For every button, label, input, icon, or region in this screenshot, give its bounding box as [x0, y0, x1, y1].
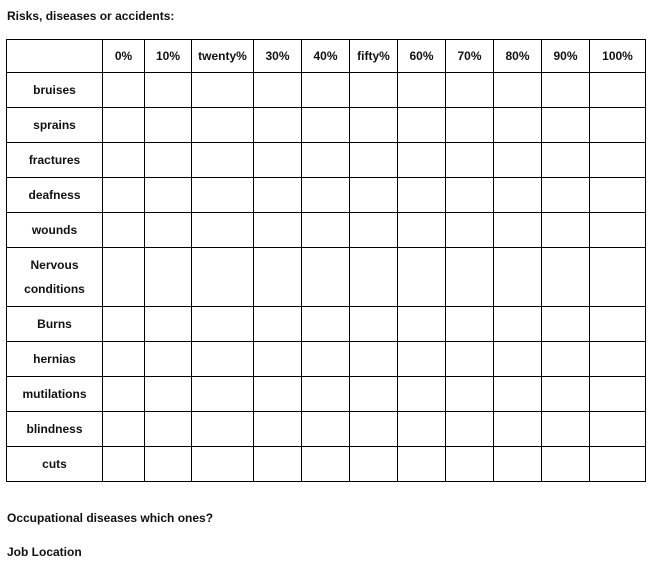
percentage-cell[interactable]: [398, 447, 446, 482]
percentage-cell[interactable]: [103, 213, 145, 248]
percentage-cell[interactable]: [254, 108, 302, 143]
percentage-cell[interactable]: [350, 178, 398, 213]
percentage-cell[interactable]: [350, 213, 398, 248]
header-row: [7, 40, 646, 73]
percentage-cell[interactable]: [398, 342, 446, 377]
table-row: [7, 307, 646, 342]
col-header: 30%: [254, 40, 302, 73]
percentage-cell[interactable]: [542, 412, 590, 447]
row-label: fractures: [7, 143, 103, 178]
percentage-cell[interactable]: [145, 213, 192, 248]
percentage-cell[interactable]: [302, 412, 350, 447]
row-label: wounds: [7, 213, 103, 248]
percentage-cell[interactable]: [446, 412, 494, 447]
percentage-cell[interactable]: [254, 377, 302, 412]
percentage-cell[interactable]: [590, 447, 646, 482]
col-header: 40%: [302, 40, 350, 73]
form-title: Risks, diseases or accidents:: [7, 9, 175, 23]
percentage-cell[interactable]: [542, 307, 590, 342]
percentage-cell[interactable]: [494, 178, 542, 213]
percentage-cell[interactable]: [350, 412, 398, 447]
percentage-cell[interactable]: [254, 447, 302, 482]
percentage-cell[interactable]: [494, 377, 542, 412]
table-row: [7, 248, 646, 307]
percentage-cell[interactable]: [254, 342, 302, 377]
col-header: 0%: [103, 40, 145, 73]
percentage-cell[interactable]: [494, 307, 542, 342]
percentage-cell[interactable]: [590, 307, 646, 342]
row-label: Burns: [7, 307, 103, 342]
percentage-cell[interactable]: [192, 377, 254, 412]
percentage-cell[interactable]: [302, 248, 350, 307]
percentage-cell[interactable]: [446, 342, 494, 377]
percentage-cell[interactable]: [590, 73, 646, 108]
col-header: 100%: [590, 40, 646, 73]
table-row: [7, 447, 646, 482]
occupational-diseases-label: Occupational diseases which ones?: [7, 511, 214, 525]
percentage-cell[interactable]: [590, 248, 646, 307]
percentage-cell[interactable]: [542, 248, 590, 307]
percentage-cell[interactable]: [590, 213, 646, 248]
row-label: cuts: [7, 447, 103, 482]
percentage-cell[interactable]: [254, 143, 302, 178]
percentage-cell[interactable]: [103, 342, 145, 377]
percentage-cell[interactable]: [398, 213, 446, 248]
table-row: [7, 178, 646, 213]
percentage-cell[interactable]: [494, 73, 542, 108]
row-label: Nervous conditions: [7, 248, 103, 307]
percentage-cell[interactable]: [145, 307, 192, 342]
percentage-cell[interactable]: [590, 342, 646, 377]
percentage-cell[interactable]: [494, 447, 542, 482]
row-label: mutilations: [7, 377, 103, 412]
percentage-cell[interactable]: [494, 108, 542, 143]
percentage-cell[interactable]: [103, 73, 145, 108]
percentage-cell[interactable]: [590, 412, 646, 447]
percentage-cell[interactable]: [254, 307, 302, 342]
percentage-cell[interactable]: [145, 73, 192, 108]
row-label: hernias: [7, 342, 103, 377]
percentage-cell[interactable]: [192, 213, 254, 248]
percentage-cell[interactable]: [494, 342, 542, 377]
col-header: fifty%: [350, 40, 398, 73]
percentage-cell[interactable]: [103, 307, 145, 342]
percentage-cell[interactable]: [398, 248, 446, 307]
percentage-cell[interactable]: [302, 178, 350, 213]
percentage-cell[interactable]: [145, 248, 192, 307]
percentage-cell[interactable]: [350, 73, 398, 108]
row-label: sprains: [7, 108, 103, 143]
percentage-cell[interactable]: [350, 143, 398, 178]
corner-cell: [7, 40, 103, 73]
percentage-cell[interactable]: [302, 213, 350, 248]
percentage-cell[interactable]: [398, 143, 446, 178]
percentage-cell[interactable]: [103, 412, 145, 447]
percentage-cell[interactable]: [494, 213, 542, 248]
col-header: 10%: [145, 40, 192, 73]
col-header: 70%: [446, 40, 494, 73]
percentage-cell[interactable]: [192, 108, 254, 143]
table-row: [7, 143, 646, 178]
percentage-cell[interactable]: [398, 307, 446, 342]
table-row: [7, 213, 646, 248]
percentage-cell[interactable]: [302, 447, 350, 482]
percentage-cell[interactable]: [542, 143, 590, 178]
percentage-cell[interactable]: [446, 248, 494, 307]
percentage-cell[interactable]: [145, 377, 192, 412]
percentage-cell[interactable]: [446, 377, 494, 412]
percentage-cell[interactable]: [542, 213, 590, 248]
percentage-cell[interactable]: [145, 342, 192, 377]
percentage-cell[interactable]: [350, 377, 398, 412]
percentage-cell[interactable]: [103, 447, 145, 482]
percentage-cell[interactable]: [145, 412, 192, 447]
percentage-cell[interactable]: [542, 342, 590, 377]
row-label: blindness: [7, 412, 103, 447]
percentage-cell[interactable]: [254, 248, 302, 307]
col-header: twenty%: [192, 40, 254, 73]
percentage-cell[interactable]: [494, 248, 542, 307]
percentage-cell[interactable]: [446, 213, 494, 248]
percentage-cell[interactable]: [145, 447, 192, 482]
percentage-cell[interactable]: [302, 377, 350, 412]
percentage-cell[interactable]: [590, 377, 646, 412]
row-label: bruises: [7, 73, 103, 108]
percentage-cell[interactable]: [103, 143, 145, 178]
percentage-cell[interactable]: [398, 108, 446, 143]
percentage-cell[interactable]: [192, 447, 254, 482]
percentage-cell[interactable]: [542, 178, 590, 213]
percentage-cell[interactable]: [542, 73, 590, 108]
percentage-cell[interactable]: [542, 108, 590, 143]
percentage-cell[interactable]: [302, 108, 350, 143]
percentage-cell[interactable]: [302, 342, 350, 377]
percentage-cell[interactable]: [302, 307, 350, 342]
table-row: [7, 73, 646, 108]
percentage-cell[interactable]: [494, 412, 542, 447]
percentage-cell[interactable]: [254, 73, 302, 108]
percentage-cell[interactable]: [590, 108, 646, 143]
percentage-cell[interactable]: [302, 143, 350, 178]
percentage-cell[interactable]: [192, 143, 254, 178]
percentage-cell[interactable]: [494, 143, 542, 178]
percentage-cell[interactable]: [192, 248, 254, 307]
percentage-cell[interactable]: [145, 143, 192, 178]
percentage-cell[interactable]: [590, 143, 646, 178]
table-row: [7, 342, 646, 377]
col-header: 80%: [494, 40, 542, 73]
percentage-cell[interactable]: [192, 342, 254, 377]
percentage-cell[interactable]: [350, 447, 398, 482]
percentage-cell[interactable]: [254, 412, 302, 447]
risk-percentage-table: [6, 39, 646, 482]
percentage-cell[interactable]: [192, 178, 254, 213]
percentage-cell[interactable]: [145, 178, 192, 213]
percentage-cell[interactable]: [103, 108, 145, 143]
percentage-cell[interactable]: [350, 108, 398, 143]
percentage-cell[interactable]: [103, 377, 145, 412]
percentage-cell[interactable]: [446, 178, 494, 213]
percentage-cell[interactable]: [590, 178, 646, 213]
percentage-cell[interactable]: [542, 377, 590, 412]
col-header: 90%: [542, 40, 590, 73]
table-row: [7, 412, 646, 447]
percentage-cell[interactable]: [192, 73, 254, 108]
percentage-cell[interactable]: [398, 73, 446, 108]
percentage-cell[interactable]: [254, 213, 302, 248]
percentage-cell[interactable]: [192, 412, 254, 447]
percentage-cell[interactable]: [398, 412, 446, 447]
row-label: deafness: [7, 178, 103, 213]
percentage-cell[interactable]: [446, 73, 494, 108]
table-row: [7, 377, 646, 412]
percentage-cell[interactable]: [350, 248, 398, 307]
percentage-cell[interactable]: [192, 307, 254, 342]
percentage-cell[interactable]: [302, 73, 350, 108]
percentage-cell[interactable]: [103, 248, 145, 307]
percentage-cell[interactable]: [446, 143, 494, 178]
percentage-cell[interactable]: [446, 447, 494, 482]
percentage-cell[interactable]: [145, 108, 192, 143]
percentage-cell[interactable]: [398, 178, 446, 213]
percentage-cell[interactable]: [254, 178, 302, 213]
percentage-cell[interactable]: [398, 377, 446, 412]
job-location-label: Job Location: [7, 545, 82, 559]
percentage-cell[interactable]: [542, 447, 590, 482]
col-header: 60%: [398, 40, 446, 73]
percentage-cell[interactable]: [103, 178, 145, 213]
percentage-cell[interactable]: [350, 307, 398, 342]
percentage-cell[interactable]: [350, 342, 398, 377]
percentage-cell[interactable]: [446, 307, 494, 342]
table-row: [7, 108, 646, 143]
percentage-cell[interactable]: [446, 108, 494, 143]
